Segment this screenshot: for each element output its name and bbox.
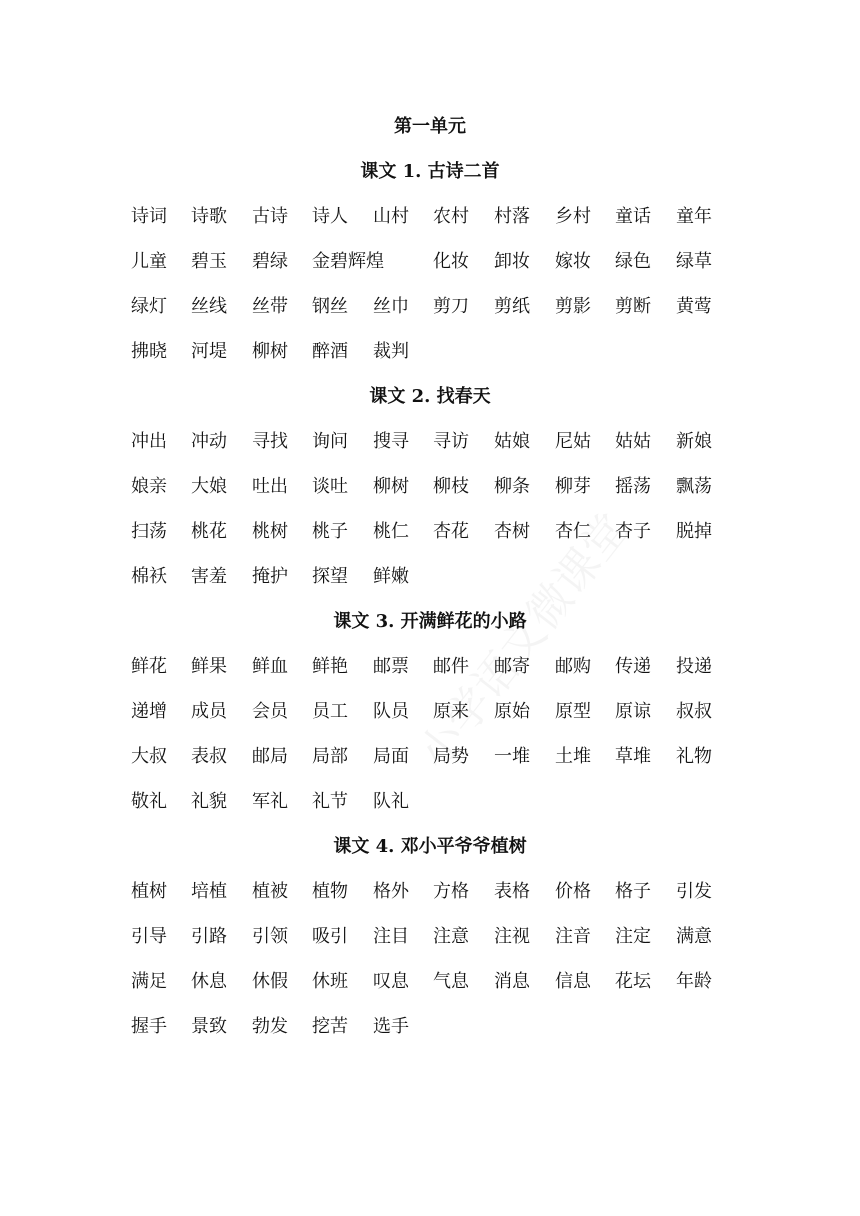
vocabulary-word: 格子 (615, 881, 651, 902)
vocabulary-word: 山村 (373, 206, 409, 227)
vocabulary-word: 害羞 (191, 566, 227, 587)
vocabulary-word: 年龄 (676, 971, 712, 992)
vocabulary-word: 方格 (433, 881, 469, 902)
vocabulary-word: 嫁妆 (555, 251, 591, 272)
vocabulary-word: 乡村 (555, 206, 591, 227)
vocabulary-word: 童话 (615, 206, 651, 227)
vocabulary-word: 桃子 (312, 521, 348, 542)
vocabulary-row (131, 204, 751, 249)
vocabulary-word: 绿色 (615, 251, 651, 272)
vocabulary-word: 注目 (373, 926, 409, 947)
vocabulary-word: 一堆 (494, 746, 530, 767)
vocabulary-word: 河堤 (191, 341, 227, 362)
vocabulary-word: 姑娘 (494, 431, 530, 452)
vocabulary-row (131, 699, 751, 744)
vocabulary-word: 挖苦 (312, 1016, 348, 1037)
vocabulary-word: 原型 (555, 701, 591, 722)
vocabulary-word: 诗歌 (191, 206, 227, 227)
vocabulary-word: 脱掉 (676, 521, 712, 542)
vocabulary-word: 绿草 (676, 251, 712, 272)
vocabulary-word: 谈吐 (312, 476, 348, 497)
vocabulary-word: 草堆 (615, 746, 651, 767)
vocabulary-word: 杏仁 (555, 521, 591, 542)
vocabulary-word: 培植 (191, 881, 227, 902)
vocabulary-word: 鲜血 (252, 656, 288, 677)
vocabulary-word: 农村 (433, 206, 469, 227)
vocabulary-word: 吸引 (312, 926, 348, 947)
vocabulary-word: 勃发 (252, 1016, 288, 1037)
vocabulary-word: 卸妆 (494, 251, 530, 272)
vocabulary-word: 注视 (494, 926, 530, 947)
vocabulary-word: 消息 (494, 971, 530, 992)
vocabulary-word: 满足 (131, 971, 167, 992)
vocabulary-word: 娘亲 (131, 476, 167, 497)
vocabulary-word: 叹息 (373, 971, 409, 992)
vocabulary-word: 摇荡 (615, 476, 651, 497)
vocabulary-word: 桃仁 (373, 521, 409, 542)
vocabulary-word: 冲出 (131, 431, 167, 452)
vocabulary-word: 格外 (373, 881, 409, 902)
unit-title: 第一单元 (394, 116, 466, 137)
vocabulary-word: 柳树 (373, 476, 409, 497)
vocabulary-row (131, 789, 751, 834)
vocabulary-word: 原谅 (615, 701, 651, 722)
vocabulary-row (131, 339, 751, 384)
vocabulary-word: 新娘 (676, 431, 712, 452)
vocabulary-row (131, 249, 751, 294)
vocabulary-word: 柳枝 (433, 476, 469, 497)
vocabulary-word: 注音 (555, 926, 591, 947)
vocabulary-word: 冲动 (191, 431, 227, 452)
vocabulary-word: 杏花 (433, 521, 469, 542)
vocabulary-row (131, 429, 751, 474)
vocabulary-word: 古诗 (252, 206, 288, 227)
vocabulary-word: 选手 (373, 1016, 409, 1037)
vocabulary-word: 诗词 (131, 206, 167, 227)
vocabulary-grid (131, 204, 751, 384)
vocabulary-word: 大娘 (191, 476, 227, 497)
vocabulary-word: 诗人 (312, 206, 348, 227)
vocabulary-word: 邮票 (373, 656, 409, 677)
vocabulary-word: 吐出 (252, 476, 288, 497)
vocabulary-word: 搜寻 (373, 431, 409, 452)
vocabulary-row (131, 519, 751, 564)
vocabulary-word: 钢丝 (312, 296, 348, 317)
vocabulary-word: 握手 (131, 1016, 167, 1037)
vocabulary-word: 礼物 (676, 746, 712, 767)
vocabulary-word: 传递 (615, 656, 651, 677)
vocabulary-row (131, 969, 751, 1014)
vocabulary-word: 植物 (312, 881, 348, 902)
vocabulary-word: 满意 (676, 926, 712, 947)
vocabulary-word: 土堆 (555, 746, 591, 767)
vocabulary-word: 休息 (191, 971, 227, 992)
vocabulary-word: 绿灯 (131, 296, 167, 317)
vocabulary-word: 植被 (252, 881, 288, 902)
vocabulary-row (131, 654, 751, 699)
vocabulary-word: 杏子 (615, 521, 651, 542)
vocabulary-word: 表叔 (191, 746, 227, 767)
vocabulary-word: 队礼 (373, 791, 409, 812)
vocabulary-row (131, 879, 751, 924)
vocabulary-word: 醉酒 (312, 341, 348, 362)
vocabulary-word: 丝带 (252, 296, 288, 317)
vocabulary-word: 扫荡 (131, 521, 167, 542)
vocabulary-word: 碧绿 (252, 251, 288, 272)
vocabulary-word: 鲜嫩 (373, 566, 409, 587)
vocabulary-word: 引领 (252, 926, 288, 947)
vocabulary-word: 邮件 (433, 656, 469, 677)
vocabulary-word: 询问 (312, 431, 348, 452)
vocabulary-word: 邮局 (252, 746, 288, 767)
vocabulary-row (131, 924, 751, 969)
vocabulary-word: 化妆 (433, 251, 469, 272)
vocabulary-word: 休假 (252, 971, 288, 992)
vocabulary-word: 敬礼 (131, 791, 167, 812)
vocabulary-word: 尼姑 (555, 431, 591, 452)
vocabulary-word: 杏树 (494, 521, 530, 542)
vocabulary-word: 叔叔 (676, 701, 712, 722)
lesson-title: 课文 2. 找春天 (369, 386, 491, 407)
vocabulary-word: 柳树 (252, 341, 288, 362)
vocabulary-row (131, 1014, 751, 1059)
vocabulary-word: 剪断 (615, 296, 651, 317)
vocabulary-word: 休班 (312, 971, 348, 992)
vocabulary-word: 邮购 (555, 656, 591, 677)
vocabulary-word: 村落 (494, 206, 530, 227)
vocabulary-word: 员工 (312, 701, 348, 722)
vocabulary-grid (131, 654, 751, 834)
vocabulary-word: 引发 (676, 881, 712, 902)
vocabulary-word: 金碧辉煌 (312, 251, 384, 272)
vocabulary-word: 信息 (555, 971, 591, 992)
vocabulary-word: 军礼 (252, 791, 288, 812)
vocabulary-word: 引路 (191, 926, 227, 947)
lesson-title: 课文 1. 古诗二首 (360, 161, 500, 182)
vocabulary-word: 拂晓 (131, 341, 167, 362)
vocabulary-word: 投递 (676, 656, 712, 677)
vocabulary-word: 队员 (373, 701, 409, 722)
vocabulary-word: 会员 (252, 701, 288, 722)
vocabulary-word: 原来 (433, 701, 469, 722)
lesson-title: 课文 3. 开满鲜花的小路 (333, 611, 527, 632)
vocabulary-word: 柳芽 (555, 476, 591, 497)
vocabulary-word: 裁判 (373, 341, 409, 362)
vocabulary-word: 桃花 (191, 521, 227, 542)
vocabulary-word: 柳条 (494, 476, 530, 497)
vocabulary-word: 引导 (131, 926, 167, 947)
vocabulary-word: 注定 (615, 926, 651, 947)
vocabulary-word: 大叔 (131, 746, 167, 767)
vocabulary-row (131, 564, 751, 609)
vocabulary-row (131, 474, 751, 519)
vocabulary-word: 表格 (494, 881, 530, 902)
lesson-title: 课文 4. 邓小平爷爷植树 (333, 836, 527, 857)
vocabulary-grid (131, 429, 751, 609)
vocabulary-word: 注意 (433, 926, 469, 947)
vocabulary-word: 局面 (373, 746, 409, 767)
vocabulary-word: 局势 (433, 746, 469, 767)
vocabulary-word: 寻访 (433, 431, 469, 452)
vocabulary-word: 鲜花 (131, 656, 167, 677)
vocabulary-word: 丝线 (191, 296, 227, 317)
vocabulary-word: 棉袄 (131, 566, 167, 587)
vocabulary-word: 递增 (131, 701, 167, 722)
vocabulary-word: 桃树 (252, 521, 288, 542)
vocabulary-row (131, 744, 751, 789)
vocabulary-word: 姑姑 (615, 431, 651, 452)
vocabulary-word: 景致 (191, 1016, 227, 1037)
vocabulary-word: 鲜果 (191, 656, 227, 677)
vocabulary-word: 鲜艳 (312, 656, 348, 677)
vocabulary-word: 剪刀 (433, 296, 469, 317)
vocabulary-word: 剪影 (555, 296, 591, 317)
vocabulary-word: 礼貌 (191, 791, 227, 812)
vocabulary-word: 寻找 (252, 431, 288, 452)
vocabulary-row (131, 294, 751, 339)
vocabulary-word: 黄莺 (676, 296, 712, 317)
vocabulary-word: 气息 (433, 971, 469, 992)
vocabulary-word: 邮寄 (494, 656, 530, 677)
vocabulary-word: 成员 (191, 701, 227, 722)
vocabulary-word: 礼节 (312, 791, 348, 812)
vocabulary-word: 探望 (312, 566, 348, 587)
vocabulary-word: 掩护 (252, 566, 288, 587)
vocabulary-word: 丝巾 (373, 296, 409, 317)
vocabulary-word: 价格 (555, 881, 591, 902)
vocabulary-word: 飘荡 (676, 476, 712, 497)
vocabulary-word: 植树 (131, 881, 167, 902)
vocabulary-word: 剪纸 (494, 296, 530, 317)
vocabulary-word: 局部 (312, 746, 348, 767)
vocabulary-word: 童年 (676, 206, 712, 227)
vocabulary-word: 碧玉 (191, 251, 227, 272)
vocabulary-word: 原始 (494, 701, 530, 722)
vocabulary-word: 儿童 (131, 251, 167, 272)
vocabulary-grid (131, 879, 751, 1059)
vocabulary-word: 花坛 (615, 971, 651, 992)
